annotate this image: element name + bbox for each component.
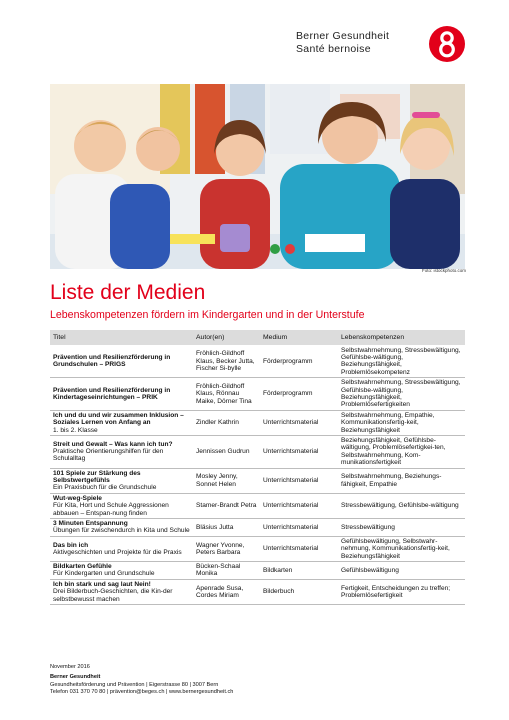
cell-medium: Unterrichtsmaterial — [260, 410, 338, 435]
column-header-skills: Lebenskompetenzen — [338, 330, 465, 345]
footer-contact: Telefon 031 370 70 80 | prävention@beges.ch | www.bernergesundheit.ch — [50, 688, 234, 695]
cell-title — [50, 468, 193, 493]
cell-author: Wagner Yvonne, Peters Barbara — [193, 536, 260, 561]
cell-title — [50, 562, 193, 580]
page-subtitle: Lebenskompetenzen fördern im Kindergarten und in der Unterstufe — [50, 309, 365, 321]
children-painting-illustration — [50, 84, 465, 269]
cell-skills: Gefühlsbewältigung, Selbstwahr-nehmung, Kommunikationsfertig-keit, Beziehungsfähigkeit — [338, 536, 465, 561]
cell-medium: Bilderbuch — [260, 579, 338, 604]
page-title: Liste der Medien — [50, 281, 206, 304]
cell-skills: Fertigkeit, Entscheidungen zu treffen; Problemlösefertigkeit — [338, 579, 465, 604]
media-subtitle: Übungen für zwischendurch in Kita und Schule — [53, 527, 190, 535]
photo-credit: Foto: istockphoto.com — [421, 268, 466, 273]
footer-date: November 2016 — [50, 664, 90, 670]
media-subtitle: Aktivgeschichten und Projekte für die Praxis — [53, 548, 182, 556]
media-title: Prävention und Resilienzförderung in Kindertageseinrichtungen – PRIK — [53, 386, 171, 401]
table-row — [50, 579, 465, 604]
cell-author: Jennissen Gudrun — [193, 435, 260, 468]
media-title: 101 Spiele zur Stärkung des Selbstwertgefühls — [53, 469, 141, 484]
media-table — [50, 330, 465, 605]
footer — [50, 664, 470, 696]
cell-title — [50, 519, 193, 537]
media-title: 3 Minuten Entspannung — [53, 520, 128, 528]
brand-line-fr: Santé bernoise — [296, 43, 371, 55]
cell-author: Fröhlich-Gildhoff Klaus, Rönnau Maike, Dörner Tina — [193, 378, 260, 411]
cell-author: Bücken-Schaal Monika — [193, 562, 260, 580]
cell-skills: Selbstwahrnehmung, Stressbewältigung, Gefühlsbe-wältigung, Beziehungsfähigkeit, Problemlösekompetenz — [338, 345, 465, 378]
cell-author: Zindler Kathrin — [193, 410, 260, 435]
column-header-medium: Medium — [260, 330, 338, 345]
cell-skills: Beziehungsfähigkeit, Gefühlsbe-wältigung, Problemlösefertigkei-ten, Selbstwahrnehmung, Kom-munikationsfertigkeit — [338, 435, 465, 468]
column-header-author: Autor(en) — [193, 330, 260, 345]
cell-author: Mosley Jenny, Sonnet Helen — [193, 468, 260, 493]
cell-medium: Unterrichtsmaterial — [260, 536, 338, 561]
brand-line-de: Berner Gesundheit — [296, 30, 390, 42]
media-title: Das bin ich — [53, 541, 89, 549]
cell-title — [50, 410, 193, 435]
table-row — [50, 536, 465, 561]
cell-author: Bläsius Jutta — [193, 519, 260, 537]
footer-address: Gesundheitsförderung und Prävention | Eigerstrasse 80 | 3007 Bern — [50, 681, 219, 688]
berner-gesundheit-logo-icon — [429, 26, 465, 62]
table-row — [50, 378, 465, 411]
media-subtitle: Für Kindergarten und Grundschule — [53, 570, 155, 578]
cell-medium: Bildkarten — [260, 562, 338, 580]
cell-medium: Unterrichtsmaterial — [260, 435, 338, 468]
cell-title — [50, 579, 193, 604]
media-subtitle: Praktische Orientierungshilfen für den Schulalltag — [53, 448, 164, 463]
cell-title — [50, 378, 193, 411]
media-subtitle: Für Kita, Hort und Schule Aggressionen abbauen – Entspan-nung finden — [53, 502, 169, 517]
table-body — [50, 345, 465, 605]
cell-medium: Förderprogramm — [260, 378, 338, 411]
table-row — [50, 493, 465, 518]
media-title: Bildkarten Gefühle — [53, 563, 112, 571]
cell-title — [50, 345, 193, 378]
column-header-title: Titel — [50, 330, 193, 345]
media-title: Streit und Gewalt – Was kann ich tun? — [53, 440, 173, 448]
cell-title — [50, 536, 193, 561]
table-row — [50, 435, 465, 468]
cell-skills: Selbstwahrnehmung, Beziehungs-fähigkeit, Empathie — [338, 468, 465, 493]
table-header-row — [50, 330, 465, 345]
table-row — [50, 345, 465, 378]
table-row — [50, 562, 465, 580]
cell-skills: Selbstwahrnehmung, Empathie, Kommunikationsfertig-keit, Beziehungsfähigkeit — [338, 410, 465, 435]
cell-medium: Unterrichtsmaterial — [260, 468, 338, 493]
cell-title — [50, 435, 193, 468]
table-row — [50, 519, 465, 537]
media-title: Wut-weg-Spiele — [53, 494, 102, 502]
cell-skills: Gefühlsbewältigung — [338, 562, 465, 580]
cell-skills: Selbstwahrnehmung, Stressbewältigung, Gefühlsbe-wältigung, Beziehungsfähigkeit, Problemlösefertigkeiten — [338, 378, 465, 411]
cell-skills: Stressbewältigung — [338, 519, 465, 537]
media-subtitle: 1. bis 2. Klasse — [53, 426, 98, 434]
cell-author: Apenrade Susa, Cordes Miriam — [193, 579, 260, 604]
cell-medium: Unterrichtsmaterial — [260, 493, 338, 518]
table-row — [50, 410, 465, 435]
media-title: Prävention und Resilienzförderung in Grundschulen – PRIGS — [53, 353, 171, 369]
media-title: Ich bin stark und sag laut Nein! — [53, 580, 151, 588]
table-row — [50, 468, 465, 493]
footer-org: Berner Gesundheit — [50, 674, 101, 681]
media-title: Ich und du und wir zusammen Inklusion – Soziales Lernen von Anfang an — [53, 411, 184, 427]
header-photo — [50, 84, 465, 269]
cell-skills: Stressbewältigung, Gefühlsbe-wältigung — [338, 493, 465, 518]
cell-medium: Förderprogramm — [260, 345, 338, 378]
media-subtitle: Ein Praxisbuch für die Grundschule — [53, 484, 157, 492]
cell-medium: Unterrichtsmaterial — [260, 519, 338, 537]
cell-title — [50, 493, 193, 518]
media-subtitle: Drei Bilderbuch-Geschichten, die Kin-der selbstbewusst machen — [53, 588, 173, 603]
cell-author: Stamer-Brandt Petra — [193, 493, 260, 518]
cell-author: Fröhlich-Gildhoff Klaus, Becker Jutta, Fischer Si-bylle — [193, 345, 260, 378]
